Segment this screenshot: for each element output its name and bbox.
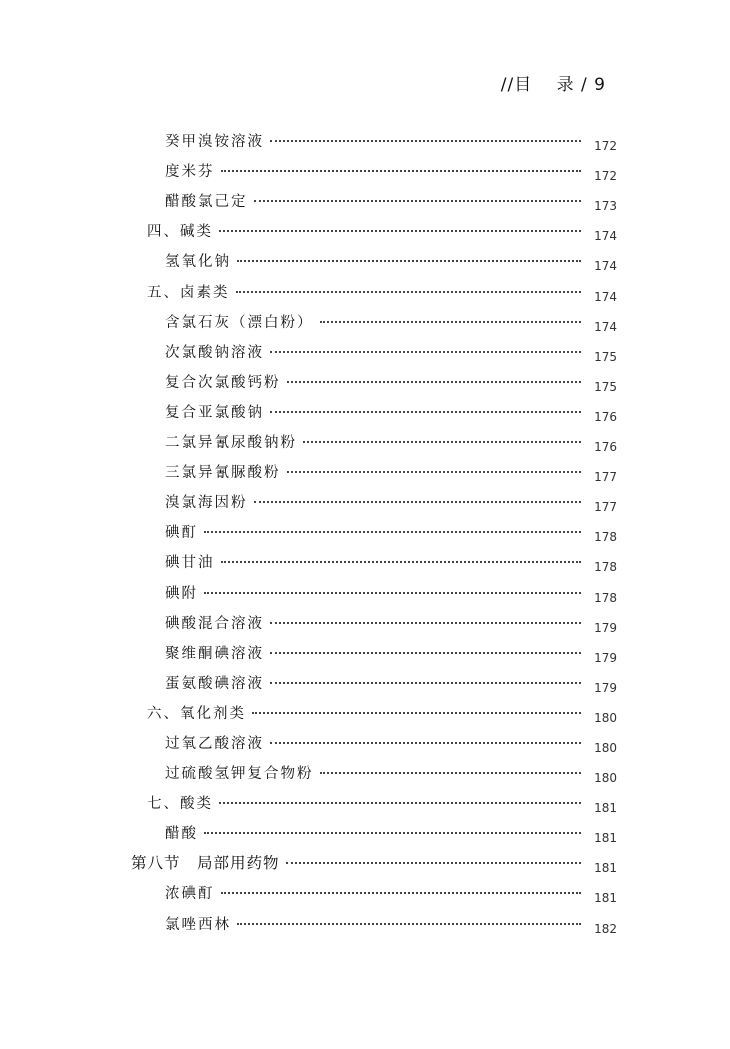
toc-entry-title: 四、碱类: [147, 224, 213, 241]
toc-entry-page: 176: [594, 440, 617, 455]
toc-entry-line: [147, 792, 587, 813]
toc-entry-line: [165, 642, 587, 663]
table-of-contents: [0, 128, 730, 941]
dot-leader: [237, 923, 581, 925]
toc-entry-page: 174: [594, 319, 617, 334]
toc-entry-title: 五、卤素类: [147, 284, 230, 301]
dot-leader: [270, 682, 581, 684]
dot-leader: [286, 862, 581, 864]
toc-entry[interactable]: [0, 760, 730, 790]
toc-entry-line: [165, 311, 587, 332]
toc-entry-title: 聚维酮碘溶液: [165, 645, 264, 662]
toc-entry[interactable]: [0, 459, 730, 489]
toc-entry-title: 溴氯海因粉: [165, 495, 248, 512]
toc-entry-title: 度米芬: [165, 164, 215, 181]
dot-leader: [270, 622, 581, 624]
toc-entry[interactable]: [0, 188, 730, 218]
toc-entry-title: 癸甲溴铵溶液: [165, 134, 264, 151]
toc-entry-title: 二氯异氰尿酸钠粉: [165, 435, 297, 452]
toc-entry[interactable]: [0, 489, 730, 519]
toc-entry-page: 177: [594, 500, 617, 515]
toc-entry[interactable]: [0, 790, 730, 820]
toc-entry-line: [165, 521, 587, 542]
toc-entry-page: 181: [594, 831, 617, 846]
toc-entry-line: [165, 130, 587, 151]
toc-entry-title: 第八节 局部用药物: [131, 854, 280, 873]
toc-entry-line: [165, 551, 587, 572]
dot-leader: [204, 592, 581, 594]
dot-leader: [270, 140, 581, 142]
toc-entry[interactable]: [0, 339, 730, 369]
toc-entry-line: [147, 281, 587, 302]
toc-entry-page: 180: [594, 710, 617, 725]
toc-entry-line: [165, 491, 587, 512]
dot-leader: [221, 170, 582, 172]
toc-entry[interactable]: [0, 820, 730, 850]
dot-leader: [270, 652, 581, 654]
toc-entry[interactable]: [0, 248, 730, 278]
toc-entry[interactable]: [0, 218, 730, 248]
toc-entry-page: 174: [594, 289, 617, 304]
toc-entry-line: [165, 672, 587, 693]
toc-entry-title: 浓碘酊: [165, 886, 215, 903]
toc-entry-title: 过硫酸氢钾复合物粉: [165, 766, 314, 783]
toc-entry-title: 六、氧化剂类: [147, 705, 246, 722]
toc-entry-page: 178: [594, 530, 617, 545]
toc-entry-line: [147, 220, 587, 241]
dot-leader: [270, 351, 581, 353]
toc-entry-page: 181: [594, 801, 617, 816]
toc-entry[interactable]: [0, 278, 730, 308]
dot-leader: [237, 260, 581, 262]
toc-entry-page: 175: [594, 349, 617, 364]
dot-leader: [287, 471, 582, 473]
toc-entry-line: [165, 822, 587, 843]
toc-entry-line: [165, 612, 587, 633]
dot-leader: [303, 441, 581, 443]
toc-entry-line: [165, 431, 587, 452]
toc-entry[interactable]: [0, 640, 730, 670]
dot-leader: [221, 561, 582, 563]
toc-entry-page: 179: [594, 650, 617, 665]
toc-entry-title: 碘酊: [165, 525, 198, 542]
toc-entry-title: 醋酸氯己定: [165, 194, 248, 211]
toc-entry-line: [165, 762, 587, 783]
toc-entry-page: 182: [594, 921, 617, 936]
toc-entry-line: [165, 190, 587, 211]
toc-entry-title: 三氯异氰脲酸粉: [165, 465, 281, 482]
toc-entry-line: [165, 461, 587, 482]
toc-entry-line: [165, 582, 587, 603]
toc-entry-page: 174: [594, 259, 617, 274]
toc-entry-title: 氢氧化钠: [165, 254, 231, 271]
dot-leader: [320, 772, 582, 774]
toc-entry-title: 碘甘油: [165, 555, 215, 572]
toc-entry[interactable]: [0, 128, 730, 158]
toc-entry-line: [165, 341, 587, 362]
toc-entry-title: 含氯石灰（漂白粉）: [165, 314, 314, 331]
toc-entry[interactable]: [0, 910, 730, 940]
toc-entry[interactable]: [0, 369, 730, 399]
dot-leader: [320, 321, 582, 323]
toc-entry[interactable]: [0, 700, 730, 730]
toc-entry-title: 氯唑西林: [165, 916, 231, 933]
toc-entry-page: 177: [594, 470, 617, 485]
toc-entry-page: 181: [594, 861, 617, 876]
toc-entry[interactable]: [0, 579, 730, 609]
toc-entry[interactable]: [0, 158, 730, 188]
toc-entry-title: 蛋氨酸碘溶液: [165, 675, 264, 692]
dot-leader: [270, 742, 581, 744]
toc-entry-line: [165, 401, 587, 422]
dot-leader: [236, 291, 582, 293]
toc-entry[interactable]: [0, 730, 730, 760]
toc-entry-title: 醋酸: [165, 826, 198, 843]
dot-leader: [287, 381, 582, 383]
toc-entry-page: 172: [594, 169, 617, 184]
dot-leader: [219, 230, 581, 232]
dot-leader: [270, 411, 581, 413]
toc-entry-line: [165, 371, 587, 392]
toc-entry-title: 复合亚氯酸钠: [165, 404, 264, 421]
toc-entry[interactable]: [0, 519, 730, 549]
toc-entry[interactable]: [0, 399, 730, 429]
dot-leader: [252, 712, 581, 714]
toc-entry-page: 173: [594, 199, 617, 214]
toc-entry-title: 碘酸混合溶液: [165, 615, 264, 632]
toc-entry-title: 七、酸类: [147, 796, 213, 813]
toc-entry[interactable]: [0, 850, 730, 880]
dot-leader: [204, 531, 581, 533]
running-header: //目 录 / 9: [500, 75, 606, 95]
toc-entry-line: [165, 250, 587, 271]
toc-entry[interactable]: [0, 670, 730, 700]
toc-entry-page: 175: [594, 379, 617, 394]
toc-entry-page: 178: [594, 560, 617, 575]
dot-leader: [219, 802, 581, 804]
dot-leader: [254, 200, 582, 202]
toc-entry-line: [147, 702, 587, 723]
toc-entry-page: 179: [594, 620, 617, 635]
toc-entry-page: 180: [594, 740, 617, 755]
toc-entry[interactable]: [0, 880, 730, 910]
toc-entry-title: 次氯酸钠溶液: [165, 344, 264, 361]
toc-entry-page: 180: [594, 771, 617, 786]
toc-entry-line: [165, 732, 587, 753]
toc-entry[interactable]: [0, 309, 730, 339]
toc-entry[interactable]: [0, 549, 730, 579]
toc-entry[interactable]: [0, 610, 730, 640]
dot-leader: [254, 501, 582, 503]
toc-entry-title: 碘附: [165, 585, 198, 602]
toc-entry-title: 过氧乙酸溶液: [165, 735, 264, 752]
toc-entry-page: 174: [594, 229, 617, 244]
toc-entry-page: 181: [594, 891, 617, 906]
dot-leader: [204, 832, 581, 834]
toc-entry-page: 179: [594, 680, 617, 695]
toc-entry-page: 178: [594, 590, 617, 605]
toc-entry-page: 172: [594, 139, 617, 154]
dot-leader: [221, 892, 582, 894]
toc-entry-page: 176: [594, 409, 617, 424]
toc-entry-line: [131, 851, 587, 873]
toc-entry-title: 复合次氯酸钙粉: [165, 374, 281, 391]
toc-entry-line: [165, 882, 587, 903]
toc-entry-line: [165, 913, 587, 934]
toc-entry-line: [165, 160, 587, 181]
toc-entry[interactable]: [0, 429, 730, 459]
